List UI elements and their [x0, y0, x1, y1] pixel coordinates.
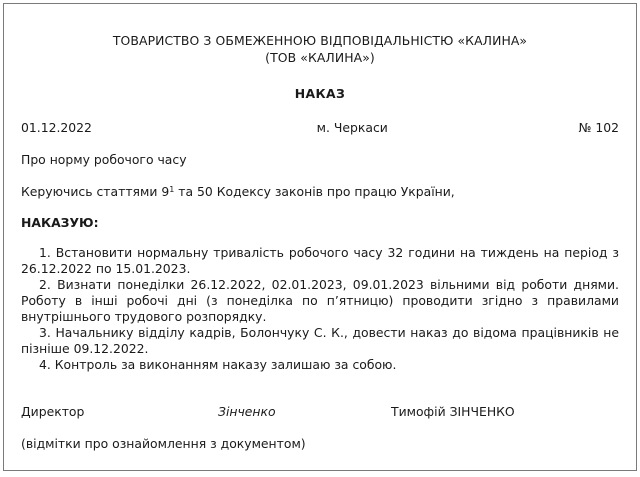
order-keyword: НАКАЗУЮ:	[21, 215, 99, 230]
organization-header	[21, 32, 619, 66]
legal-basis-start: Керуючись статтями 9	[21, 184, 170, 199]
organization-full-name: ТОВАРИСТВО З ОБМЕЖЕННОЮ ВІДПОВІДАЛЬНІСТЮ «КАЛИНА»	[112, 33, 528, 48]
order-item-1: 1. Встановити нормальну тривалість робочого часу 32 години на тиждень на період з 26.12.2022 по 15.01.2023.	[21, 245, 619, 276]
signatory-name: Тимофій ЗІНЧЕНКО	[391, 404, 515, 419]
article-superscript: 1	[169, 185, 175, 194]
signatory-signature: Зінченко	[218, 404, 276, 419]
document-number: № 102	[578, 120, 619, 135]
document-subject: Про норму робочого часу	[21, 152, 187, 167]
order-item-3: 3. Начальнику відділу кадрів, Болончуку С. К., довести наказ до відома працівників не пізніше 09.12.2022.	[21, 325, 619, 356]
signatory-position: Директор	[21, 404, 85, 419]
legal-basis	[21, 184, 619, 199]
order-items	[21, 245, 619, 373]
document-page	[3, 3, 637, 471]
document-title: НАКАЗ	[294, 86, 346, 101]
document-date: 01.12.2022	[21, 120, 92, 135]
acknowledgement-note: (відмітки про ознайомлення з документом)	[21, 436, 306, 451]
order-item-2: 2. Визнати понеділки 26.12.2022, 02.01.2023, 09.01.2023 вільними від роботи днями. Роботу в інші робочі дні (з понеділка по п’ятницю) проводити згідно з правилами внутрішнього трудового розпорядку.	[21, 277, 619, 324]
document-meta	[21, 120, 619, 135]
document-city: м. Черкаси	[316, 120, 388, 135]
organization-short-name: (ТОВ «КАЛИНА»)	[265, 50, 375, 65]
signature-block	[21, 404, 619, 419]
legal-basis-end: та 50 Кодексу законів про працю України,	[174, 184, 455, 199]
order-item-4: 4. Контроль за виконанням наказу залишаю за собою.	[39, 357, 397, 372]
